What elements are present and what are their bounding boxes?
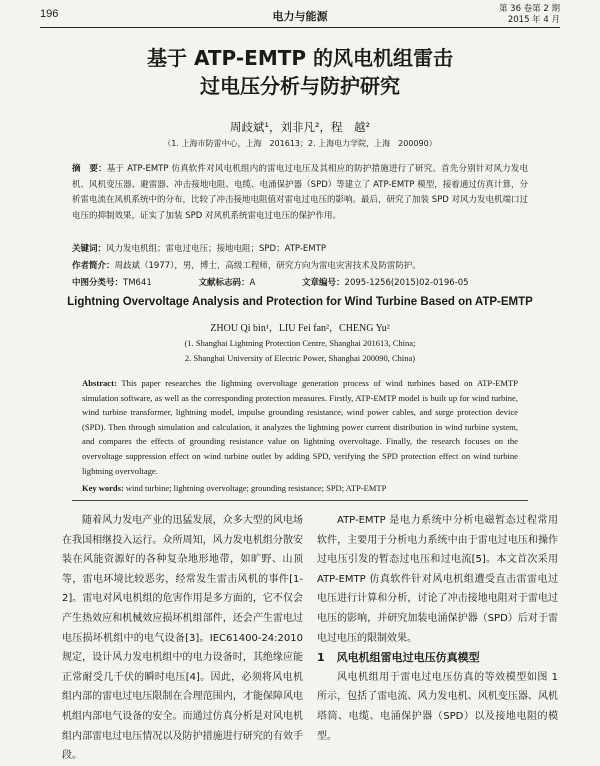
affiliation-chinese: （1. 上海市防雷中心，上海 201613；2. 上海电力学院，上海 200090） (163, 139, 437, 148)
abstract-chinese-text: 基于 ATP-EMTP 仿真软件对风电机组内的雷电过电压及其相应的防护措施进行了研究。首先分别针对风力发电机、风机变压器、避雷器、冲击接地电阻、电缆、电涌保护器（SPD）等建立了 ATP-EMTP 模型，接着通过仿真计算，分析雷电流在风机系统中的分布，比较了冲击接地电阻值对雷电过电压的影响。最后，研究了加装 SPD 对风力发电机端口过电压的抑制效果，证实了加装 SPD 对风机系统雷电过电压的保护作用。 (72, 164, 528, 221)
body-column-left (62, 511, 303, 766)
issue-date: 2015 年 4 月 (507, 15, 560, 25)
header-rule (40, 27, 560, 28)
abstract-chinese (72, 162, 528, 224)
title-chinese-line-1: 基于 ATP-EMTP 的风电机组雷击 (147, 46, 453, 70)
affiliation-english-1: (1. Shanghai Lightning Protection Centre, Shanghai 201613, China; (184, 338, 416, 348)
page-number: 196 (40, 8, 59, 20)
keywords-chinese-label: 关键词： (72, 244, 107, 254)
title-chinese-line-2: 过电压分析与防护研究 (200, 74, 400, 98)
author-bio-text: 周歧斌（1977），男，博士，高级工程师，研究方向为雷电灾害技术及防雷防护。 (114, 261, 421, 271)
authors-english: ZHOU Qi bin¹，LIU Fei fan²，CHENG Yu² (210, 323, 390, 334)
intro-paragraph-1: 随着风力发电产业的迅猛发展，众多大型的风电场在我国相继投入运行。众所周知，风力发电机组分散安装在风能资源好的各种复杂地形地带，如旷野、山顶等，雷电环境比较恶劣，经常发生雷击风机的事件[1-2]。雷电对风电机组的危害作用是多方面的，它不仅会产生热效应和机械效应损坏机组部件，还会产生雷电过电压损坏机组中的电气设备[3]。IEC61400-24:2010 规定，设计风力发电机组中的电力设备时，其绝缘应能正常耐受几千伏的瞬时电压[4]。因此，必须将风电机组内部的雷电过电压限制在合理范围内，才能保障风电机组内部电气设备的安全。而通过仿真分析是对风电机组内部雷电过电压情况以及防护措施进行研究的有效手段。 (62, 515, 303, 762)
title-chinese (40, 44, 560, 100)
body-column-right (317, 511, 558, 746)
classification-row (72, 276, 540, 288)
keywords-chinese-text: 风力发电机组；雷电过电压；接地电阻；SPD；ATP-EMTP (106, 244, 326, 254)
abstract-divider (72, 500, 528, 501)
section-number: 1 (317, 651, 325, 665)
article-id: 文章编号：2095-1256(2015)02-0196-05 (302, 278, 469, 288)
running-header (40, 4, 560, 26)
intro-paragraph-2: ATP-EMTP 是电力系统中分析电磁暂态过程常用软件，主要用于分析电力系统中由于雷电过电压和操作过电压引发的暂态过电压和过电流[5]。本文首次采用 ATP-EMTP 仿真软件针对风电机组遭受直击雷雷电过电压进行计算和分析，讨论了冲击接地电阻对于雷电过电压的影响，并研究加装电涌保护器（SPD）后对于雷电过电压的限制效果。 (317, 515, 558, 644)
section-1-paragraph: 风电机组用于雷电过电压仿真的等效模型如图 1 所示，包括了雷电流、风力发电机、风机变压器、风机塔筒、电缆、电涌保护器（SPD）以及接地电阻的模型。 (317, 671, 558, 742)
journal-name: 电力与能源 (272, 10, 328, 23)
author-bio-label: 作者简介： (72, 261, 115, 271)
keywords-english-text: wind turbine; lightning overvoltage; grounding resistance; SPD; ATP-EMTP (123, 483, 387, 493)
title-english: Lightning Overvoltage Analysis and Protection for Wind Turbine Based on ATP-EMTP (67, 296, 533, 308)
author-bio (72, 259, 540, 271)
volume-info (499, 4, 560, 26)
document-code: 文献标志码：A (198, 278, 256, 288)
abstract-chinese-label: 摘 要： (72, 164, 107, 174)
affiliation-english-2: 2. Shanghai University of Electric Power, Shanghai 200090, China) (184, 353, 416, 363)
abstract-english (82, 376, 518, 478)
authors-chinese: 周歧斌¹，刘非凡²，程 越² (229, 120, 371, 134)
keywords-english-label: Key words: (82, 483, 124, 493)
volume-issue: 第 36 卷第 2 期 (498, 4, 560, 14)
abstract-english-label: Abstract: (82, 378, 117, 388)
section-title: 风电机组雷电过电压仿真模型 (336, 651, 480, 665)
keywords-english (82, 483, 540, 493)
keywords-chinese (72, 242, 540, 254)
section-heading (317, 648, 558, 668)
abstract-english-text: This paper researches the lightning overvoltage generation process of wind turbines based on ATP-EMTP simulation software, as well as the corresponding protection measures. Firstly, ATP-EMTP model is built up for wind turbine, wind turbine transformer, lightning model, impulse grounding resistance, wind power cables, and surge protection device (SPD). Then through simulation and calculation, it analyzes the lightning power current distribution in wind turbine system, and compares the effects of grounding resistance value on lightning overvoltage. Finally, the research focuses on the overvoltage suppression effect on wind turbine outlet by adding SPD, verifying the SPD protection effect on wind turbine lightning overvoltage. (82, 378, 518, 476)
clc-number: 中图分类号：TM641 (72, 278, 152, 288)
